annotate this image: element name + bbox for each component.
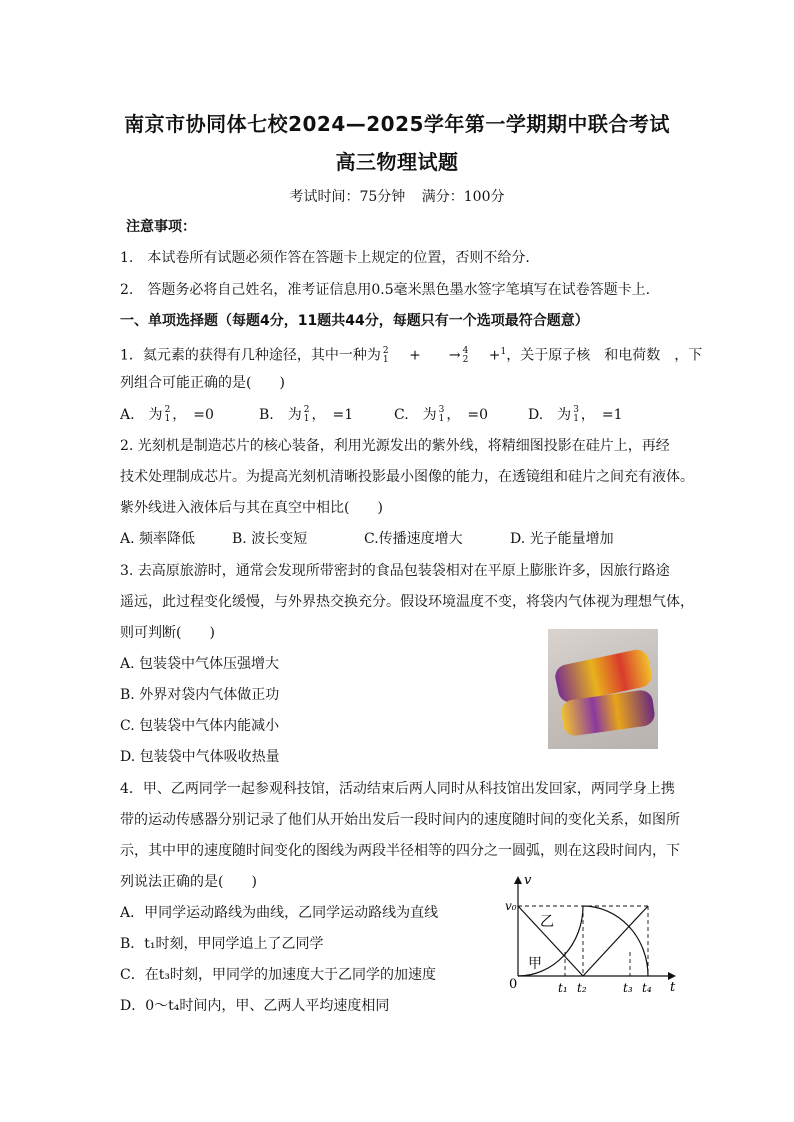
exam-meta (0, 186, 794, 206)
q1-line-1: 1．氦元素的获得有几种途径，其中一种为 2 1 + → 4 2 +$^1$，关于原子核 和电荷数 ，下 (120, 345, 703, 365)
origin-label: 0 (509, 977, 518, 992)
q3-option-c[interactable]: C. 包装袋中气体内能减小 (120, 718, 280, 734)
jia-label: 甲 (528, 956, 542, 972)
q1-option-d[interactable]: D. 为 3 1 ， =1 (528, 405, 623, 424)
q3-line-3: 则可判断( ) (120, 625, 215, 641)
q2-option-c[interactable]: C.传播速度增大 (364, 531, 463, 547)
q1-text-a: 1．氦元素的获得有几种途径，其中一种为 (120, 347, 381, 364)
v-axis-arrow (514, 876, 522, 884)
q2-line-1: 2. 光刻机是制造芯片的核心装备，利用光源发出的紫外线，将精细图投影在硅片上，再经 (120, 438, 670, 454)
notes-item-1: 1. 本试卷所有试题必须作答在答题卡上规定的位置，否则不给分. (120, 250, 530, 266)
q4-option-d[interactable]: D．0～t₄时间内，甲、乙两人平均速度相同 (120, 998, 390, 1014)
q2-option-b[interactable]: B. 波长变短 (232, 531, 308, 547)
q4-option-a[interactable]: A．甲同学运动路线为曲线，乙同学运动路线为直线 (120, 905, 439, 921)
q4-line-2: 带的运动传感器分别记录了他们从开始出发后一段时间内的速度随时间的变化关系，如图所 (120, 812, 680, 828)
full-score: 满分：100分 (421, 189, 505, 205)
q2-line-3: 紫外线进入液体后与其在真空中相比( ) (120, 500, 383, 516)
q2-option-d[interactable]: D. 光子能量增加 (510, 531, 614, 547)
t3-label: t₃ (623, 981, 633, 995)
q4-line-3: 示，其中甲的速度随时间变化的图线为两段半径相等的四分之一圆弧，则在这段时间内，下 (120, 843, 680, 859)
yi-label: 乙 (540, 914, 554, 930)
q2-line-2: 技术处理制成芯片。为提高光刻机清晰投影最小图像的能力，在透镜组和硅片之间充有液体。 (120, 469, 694, 485)
vt-graph (494, 872, 684, 997)
t1-label: t₁ (558, 981, 568, 995)
t-axis-arrow (668, 972, 676, 980)
q1-nuclide-he4: 4 2 (462, 345, 469, 365)
v-axis-label: v (524, 873, 532, 888)
q4-line-4: 列说法正确的是( ) (120, 874, 257, 890)
q1-line-2: 列组合可能正确的是( ) (120, 375, 285, 391)
t-axis-label: t (670, 980, 676, 995)
v0-label: v₀ (505, 899, 517, 913)
q3-line-2: 遥远，此过程变化缓慢，与外界热交换充分。假设环境温度不变，将袋内气体视为理想气体， (120, 594, 694, 610)
exam-time: 考试时间：75分钟 (289, 189, 406, 205)
q1-option-a[interactable]: A. 为 2 1 ， =0 (120, 405, 214, 424)
q3-option-a[interactable]: A. 包装袋中气体压强增大 (120, 656, 280, 672)
t2-label: t₂ (577, 981, 587, 995)
q3-option-d[interactable]: D. 包装袋中气体吸收热量 (120, 749, 280, 765)
notes-item-2: 2. 答题务必将自己姓名，准考证信息用0.5毫米黑色墨水签字笔填写在试卷答题卡上. (120, 282, 651, 298)
q3-line-1: 3. 去高原旅游时，通常会发现所带密封的食品包装袋相对在平原上膨胀许多，因旅行路途 (120, 563, 670, 579)
q4-option-b[interactable]: B．t₁时刻，甲同学追上了乙同学 (120, 936, 324, 952)
yi-line-up (583, 906, 648, 976)
q2-option-a[interactable]: A. 频率降低 (120, 531, 196, 547)
q1-text-b: ，关于原子核 和电荷数 ，下 (506, 347, 703, 364)
q1-option-c[interactable]: C. 为 3 1 ， =0 (394, 405, 489, 424)
notes-heading: 注意事项： (126, 219, 196, 235)
q4-line-1: 4．甲、乙两同学一起参观科技馆，活动结束后两人同时从科技馆出发回家，两同学身上携 (120, 781, 675, 797)
exam-title: 南京市协同体七校2024—2025学年第一学期期中联合考试 (124, 112, 670, 136)
exam-subtitle: 高三物理试题 (335, 150, 459, 174)
q1-option-b[interactable]: B. 为 2 1 ， =1 (259, 405, 354, 424)
section-heading: 一、单项选择题（每题4分，11题共44分，每题只有一个选项最符合题意） (120, 313, 589, 329)
snack-bag-photo (548, 629, 658, 749)
q3-option-b[interactable]: B. 外界对袋内气体做正功 (120, 687, 280, 703)
q4-option-c[interactable]: C．在t₃时刻，甲同学的加速度大于乙同学的加速度 (120, 967, 436, 983)
q1-nuclide-h2: 2 1 (382, 345, 389, 365)
t4-label: t₄ (642, 981, 652, 995)
